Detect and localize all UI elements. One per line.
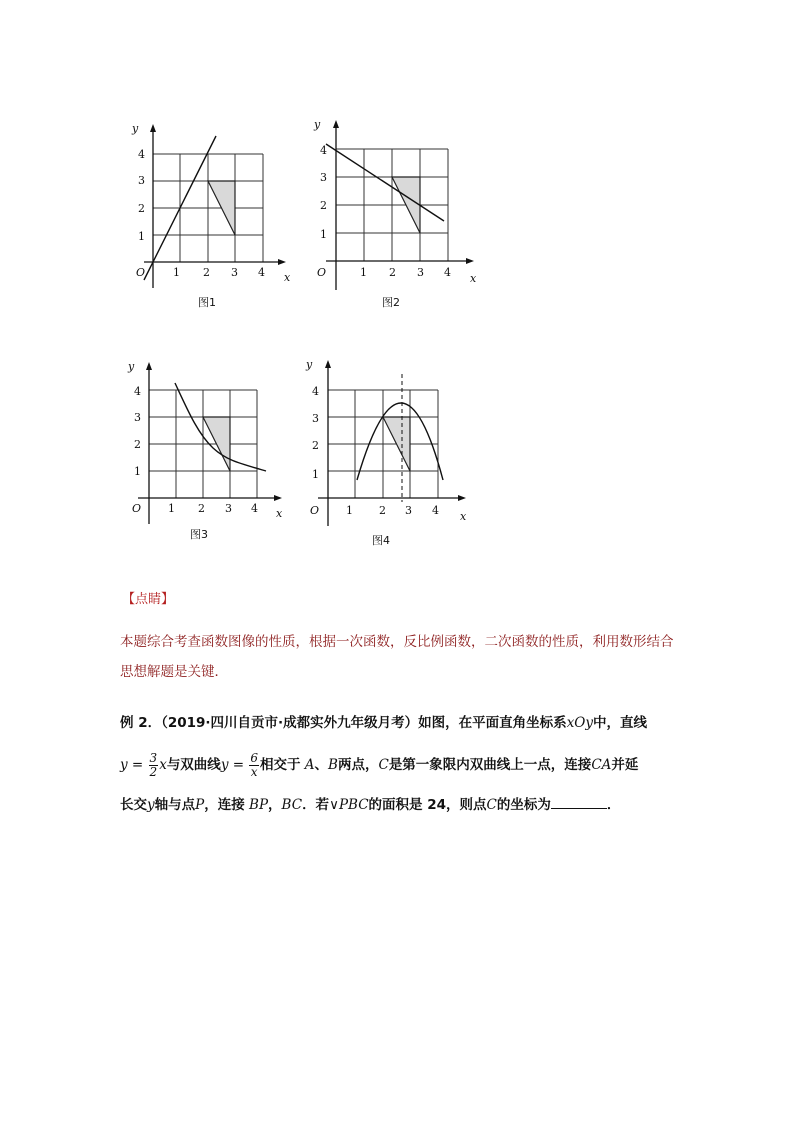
x-tick: 4 <box>444 266 451 279</box>
figure-caption: 图2 <box>382 296 400 309</box>
x-axis-label: x <box>460 510 467 523</box>
problem-line-1 <box>120 708 680 738</box>
point-B: B <box>328 757 338 773</box>
problem-block <box>120 708 680 820</box>
point-P: P <box>195 797 205 813</box>
figure-2-graph <box>304 112 494 297</box>
var-y: y <box>220 757 229 773</box>
problem-text: 、 <box>314 757 329 773</box>
y-tick: 3 <box>312 412 319 425</box>
figure-caption: 图4 <box>372 534 390 547</box>
var-x: x <box>159 757 167 773</box>
x-tick: 3 <box>225 502 232 515</box>
answer-blank[interactable] <box>551 796 607 809</box>
x-tick: 1 <box>173 266 180 279</box>
y-axis-label: y <box>314 118 321 131</box>
problem-text: ． <box>606 797 621 813</box>
x-tick: 2 <box>379 504 386 517</box>
x-tick: 1 <box>360 266 367 279</box>
y-tick: 4 <box>320 144 327 157</box>
figure-caption: 图3 <box>190 528 208 541</box>
problem-text: 的坐标为 <box>496 797 551 813</box>
segment-CA: CA <box>591 757 612 773</box>
x-tick: 4 <box>251 502 258 515</box>
y-tick: 1 <box>312 468 319 481</box>
y-tick: 3 <box>134 411 141 424</box>
x-tick: 2 <box>198 502 205 515</box>
x-axis-label: x <box>276 507 283 520</box>
origin-label: O <box>317 266 327 279</box>
x-tick: 4 <box>258 266 265 279</box>
equals: = <box>228 757 249 773</box>
x-axis-label: x <box>470 272 477 285</box>
point-A: A <box>304 757 315 773</box>
figure-4 <box>298 354 488 547</box>
y-axis-label: y <box>306 358 313 371</box>
problem-text: ， <box>268 797 282 813</box>
problem-prefix: 例 2．（2019·四川自贡市·成都实外九年级月考）如图，在平面直角坐标系 <box>120 715 567 731</box>
y-axis-label: y <box>128 360 135 373</box>
denominator: 2 <box>149 764 158 779</box>
figure-4-graph <box>298 354 488 539</box>
problem-line-3 <box>120 790 680 820</box>
problem-text: 中，直线 <box>593 715 647 731</box>
x-axis-label: x <box>284 271 291 284</box>
y-tick: 4 <box>312 385 319 398</box>
comment-label: 【点睛】 <box>122 592 175 607</box>
y-tick: 1 <box>138 230 145 243</box>
x-tick: 2 <box>389 266 396 279</box>
problem-text: 轴与点 <box>154 797 196 813</box>
segment-BC: BC <box>281 797 303 813</box>
x-tick: 1 <box>346 504 353 517</box>
problem-text: ，连接 <box>204 797 245 813</box>
y-tick: 2 <box>134 438 141 451</box>
point-C: C <box>486 797 497 813</box>
problem-text: ．若 <box>302 797 330 813</box>
comment-text: 本题综合考查函数图像的性质，根据一次函数，反比例函数，二次函数的性质，利用数形结合思想解题是关键． <box>120 634 674 680</box>
figure-3-graph <box>118 356 298 536</box>
origin-label: O <box>136 266 146 279</box>
fraction-6-x <box>249 752 259 779</box>
triangle-PBC: ∨PBC <box>329 797 369 813</box>
problem-text: 的面积是 24，则点 <box>368 797 487 813</box>
y-tick: 1 <box>134 465 141 478</box>
problem-line-2 <box>120 742 680 788</box>
y-tick: 4 <box>134 385 141 398</box>
problem-text: 是第一象限内双曲线上一点，连接 <box>388 757 592 773</box>
origin-label: O <box>310 504 320 517</box>
x-tick: 2 <box>203 266 210 279</box>
figure-1 <box>120 118 300 309</box>
y-axis-ref: y <box>147 797 155 813</box>
y-tick: 3 <box>320 171 327 184</box>
fraction-3-2 <box>149 752 159 779</box>
problem-text: 与双曲线 <box>166 757 221 773</box>
x-tick: 4 <box>432 504 439 517</box>
origin-label: O <box>132 502 142 515</box>
y-tick: 2 <box>320 199 327 212</box>
x-tick: 3 <box>405 504 412 517</box>
problem-text: 长交 <box>120 797 147 813</box>
point-C: C <box>378 757 389 773</box>
x-tick: 1 <box>168 502 175 515</box>
var-y: y <box>120 757 128 773</box>
problem-text: 两点， <box>337 757 379 773</box>
figure-1-graph <box>120 118 300 298</box>
numerator: 6 <box>250 750 258 765</box>
y-tick: 2 <box>138 202 145 215</box>
denominator: x <box>250 764 258 779</box>
segment-BP: BP <box>249 797 269 813</box>
y-tick: 4 <box>138 148 145 161</box>
numerator: 3 <box>149 750 158 765</box>
equals: = <box>127 757 148 773</box>
figure-2 <box>304 112 494 309</box>
y-tick: 2 <box>312 439 319 452</box>
problem-text: 相交于 <box>260 757 301 773</box>
x-tick: 3 <box>417 266 424 279</box>
figure-caption: 图1 <box>198 296 216 309</box>
coord-system: xOy <box>566 715 593 731</box>
y-tick: 1 <box>320 228 327 241</box>
x-tick: 3 <box>231 266 238 279</box>
y-axis-label: y <box>132 122 139 135</box>
problem-text: 并延 <box>611 757 639 773</box>
figure-3 <box>118 356 298 541</box>
y-tick: 3 <box>138 174 145 187</box>
